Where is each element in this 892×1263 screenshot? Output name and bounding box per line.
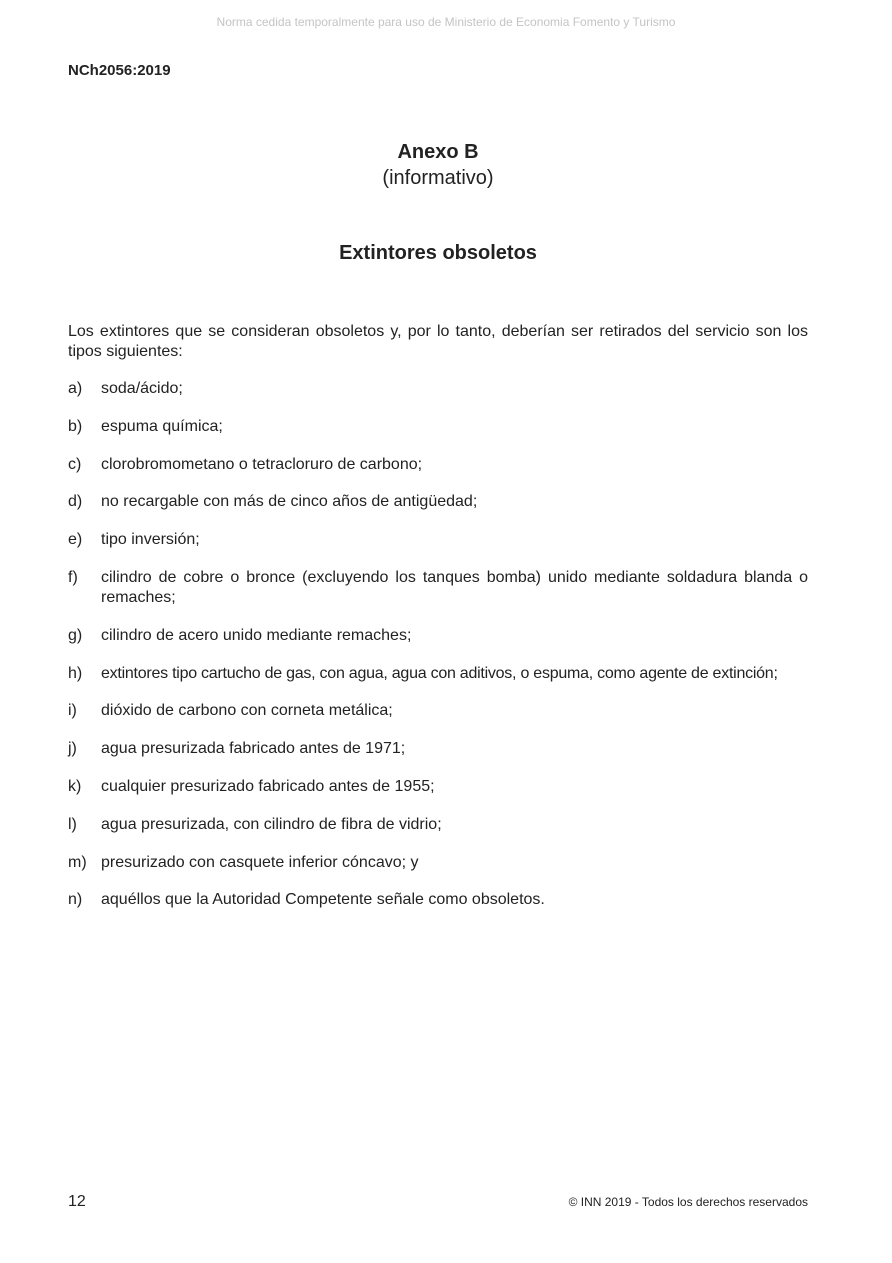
list-marker: j)	[68, 740, 77, 758]
list-marker: n)	[68, 891, 83, 909]
list-item	[68, 626, 808, 646]
list-item-text: espuma química;	[101, 417, 223, 435]
list-item-text: clorobromometano o tetracloruro de carbono;	[101, 455, 423, 473]
list-item	[68, 739, 808, 759]
list-item-text: no recargable con más de cinco años de antigüedad;	[101, 493, 478, 511]
list-item	[68, 853, 808, 873]
list-item-text: cualquier presurizado fabricado antes de 1955;	[101, 777, 435, 795]
list-item-text: cilindro de cobre o bronce (excluyendo los tanques bomba) unido mediante soldadura blanda o remaches;	[101, 568, 808, 606]
list-marker: a)	[68, 380, 83, 397]
list-item	[68, 455, 808, 475]
list-item	[68, 664, 808, 684]
list-marker: d)	[68, 493, 83, 511]
list-item-text: aquéllos que la Autoridad Competente señale como obsoletos.	[101, 891, 545, 909]
list-item	[68, 777, 808, 797]
list-item-text: extintores tipo cartucho de gas, con agua, agua con aditivos, o espuma, como agente de extinción;	[101, 664, 778, 682]
obsolete-list	[68, 379, 808, 928]
list-marker: b)	[68, 417, 83, 435]
page-number: 12	[68, 1193, 86, 1210]
list-item-text: dióxido de carbono con corneta metálica;	[101, 702, 393, 720]
document-code: NCh2056:2019	[68, 62, 171, 79]
copyright-notice: © INN 2019 - Todos los derechos reservados	[568, 1195, 808, 1209]
watermark-text: Norma cedida temporalmente para uso de Ministerio de Economia Fomento y Turismo	[216, 15, 676, 29]
list-item-text: presurizado con casquete inferior cóncavo; y	[101, 853, 419, 871]
annex-title: Anexo B	[397, 141, 479, 163]
list-item	[68, 890, 808, 910]
list-item	[68, 417, 808, 437]
annex-subtitle: (informativo)	[382, 167, 494, 189]
list-item	[68, 379, 808, 399]
list-marker: e)	[68, 531, 83, 549]
list-marker: g)	[68, 626, 83, 644]
list-item	[68, 568, 808, 608]
list-marker: c)	[68, 455, 82, 473]
list-item-text: agua presurizada fabricado antes de 1971;	[101, 740, 406, 758]
list-item-text: tipo inversión;	[101, 531, 200, 549]
section-title: Extintores obsoletos	[339, 242, 537, 264]
list-item-text: agua presurizada, con cilindro de fibra de vidrio;	[101, 815, 442, 833]
list-marker: l)	[68, 815, 77, 833]
list-marker: m)	[68, 853, 87, 871]
list-item	[68, 701, 808, 721]
list-item	[68, 492, 808, 512]
list-marker: k)	[68, 777, 82, 795]
list-item-text: soda/ácido;	[101, 380, 183, 397]
list-item	[68, 815, 808, 835]
intro-paragraph: Los extintores que se consideran obsoletos y, por lo tanto, deberían ser retirados del servicio son los tipos siguientes:	[68, 323, 808, 360]
list-marker: f)	[68, 568, 78, 586]
list-item	[68, 530, 808, 550]
list-marker: i)	[68, 702, 77, 720]
list-item-text: cilindro de acero unido mediante remaches;	[101, 626, 412, 644]
list-marker: h)	[68, 664, 83, 682]
